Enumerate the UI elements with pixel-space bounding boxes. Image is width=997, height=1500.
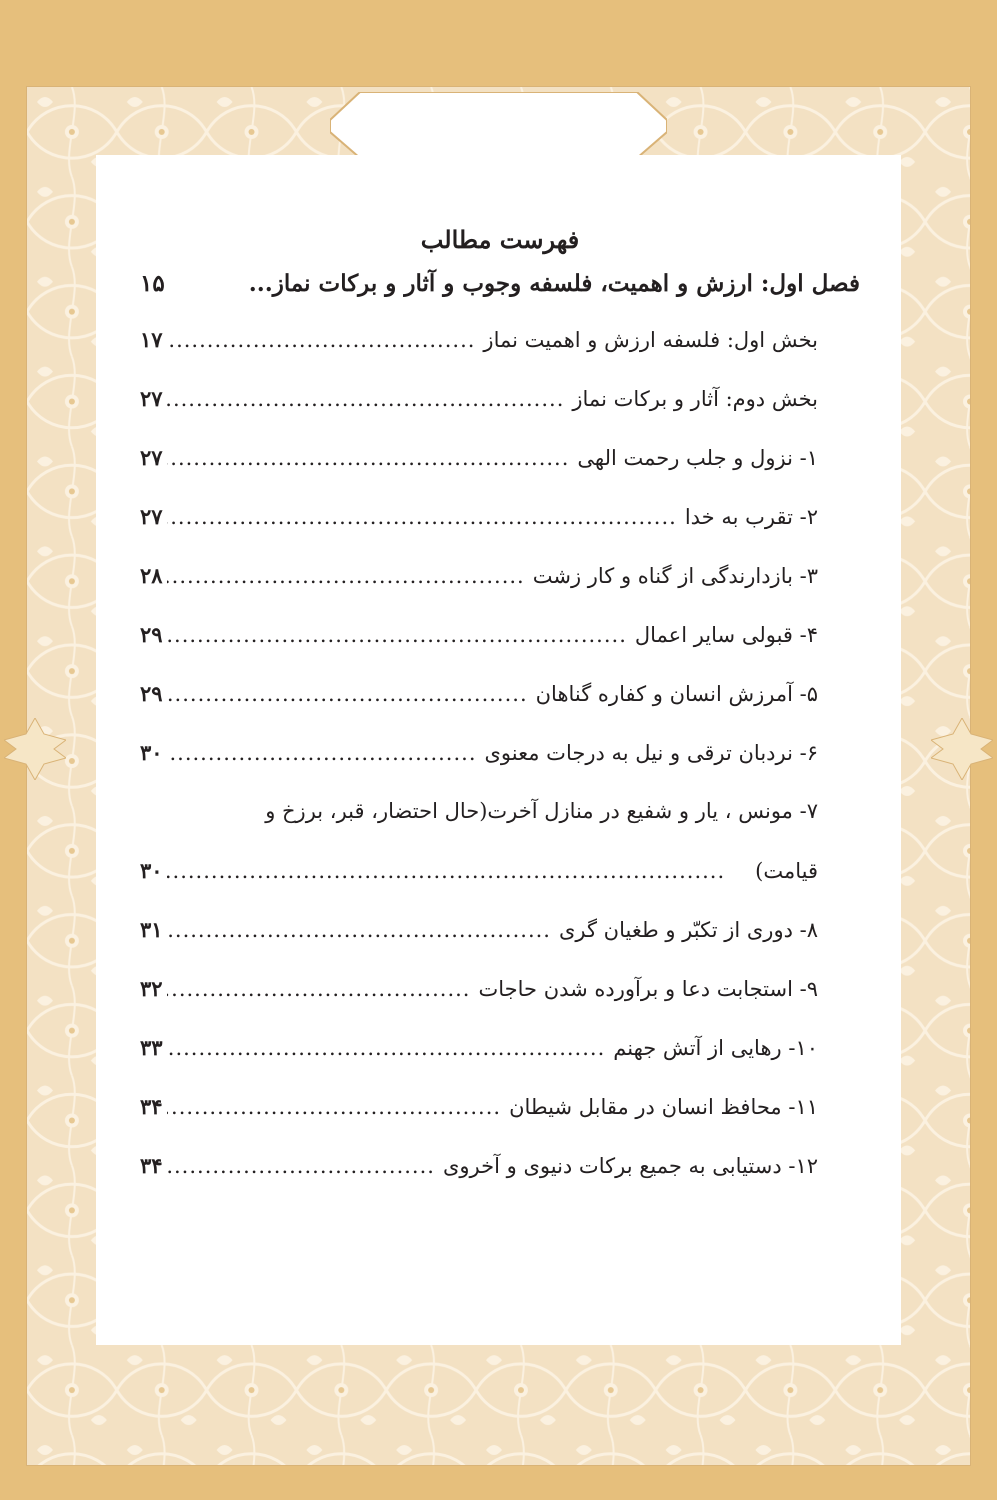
entry-page: ۳۰: [140, 740, 163, 765]
entry-label: بخش اول: فلسفه ارزش و اهمیت نماز: [483, 328, 818, 352]
table-of-contents: [140, 222, 860, 1195]
entry-label: ۱۰- رهایی از آتش جهنم: [613, 1036, 818, 1060]
toc-entry-wrapped-line1[interactable]: ۷- مونس ، یار و شفیع در منازل آخرت(حال احتضار، قبر، برزخ و: [265, 799, 818, 823]
toc-entry[interactable]: [140, 605, 860, 664]
leader-dots: [167, 842, 726, 901]
leader-dots: [167, 488, 677, 547]
leader-dots: [167, 1078, 502, 1137]
toc-entry[interactable]: [140, 310, 860, 369]
toc-entry[interactable]: [140, 487, 860, 546]
leader-dots: [167, 606, 627, 665]
left-star-ornament: [4, 718, 66, 780]
entry-label: قیامت): [755, 859, 818, 883]
entry-page: ۲۸: [140, 563, 163, 588]
entry-label: ۵- آمرزش انسان و کفاره گناهان: [535, 682, 818, 706]
toc-title: فهرست مطالب: [420, 225, 580, 254]
right-star-ornament: [931, 718, 993, 780]
leader-dots: [167, 665, 528, 724]
entry-page: ۲۷: [140, 445, 163, 470]
entry-page: ۱۷: [140, 327, 163, 352]
entry-page: ۳۱: [140, 917, 163, 942]
entry-label: ۱۱- محافظ انسان در مقابل شیطان: [509, 1095, 818, 1119]
entry-page: ۳۰: [140, 858, 163, 883]
leader-dots: [167, 901, 551, 960]
entry-page: ۲۷: [140, 386, 163, 411]
toc-entry[interactable]: [140, 900, 860, 959]
entry-label: ۲- تقرب به خدا: [684, 505, 818, 529]
leader-dots: [167, 547, 525, 606]
entry-page: ۳۳: [140, 1035, 163, 1060]
toc-entry[interactable]: [140, 1077, 860, 1136]
entry-label: ۱۲- دستیابی به جمیع برکات دنیوی و آخروی: [442, 1154, 818, 1178]
entry-page: ۲۹: [140, 681, 163, 706]
toc-entry[interactable]: [140, 723, 860, 782]
entry-page: ۲۷: [140, 504, 163, 529]
chapter-page: ۱۵: [140, 270, 165, 297]
entry-label: ۸- دوری از تکبّر و طغیان گری: [558, 918, 818, 942]
entry-page: ۳۲: [140, 976, 163, 1001]
entry-label: ۳- بازدارندگی از گناه و کار زشت: [532, 564, 818, 588]
toc-entry[interactable]: [140, 428, 860, 487]
leader-dots: [167, 960, 471, 1019]
toc-entry[interactable]: [140, 1018, 860, 1077]
leader-dots: [167, 1019, 606, 1078]
toc-entry[interactable]: [140, 546, 860, 605]
toc-entry[interactable]: [140, 1136, 860, 1195]
leader-dots: [167, 370, 565, 429]
chapter-label: فصل اول: ارزش و اهمیت، فلسفه وجوب و آثار و برکات نماز...: [248, 270, 860, 297]
toc-entry[interactable]: [140, 959, 860, 1018]
leader-dots: [167, 724, 477, 783]
entry-page: ۳۴: [140, 1153, 163, 1178]
toc-entry-wrapped-line2[interactable]: [140, 841, 860, 900]
entry-page: ۲۹: [140, 622, 163, 647]
toc-entry[interactable]: [140, 369, 860, 428]
top-cartouche: [330, 92, 667, 158]
entry-label: ۴- قبولی سایر اعمال: [634, 623, 818, 647]
chapter-heading[interactable]: [140, 264, 860, 310]
leader-dots: [167, 429, 570, 488]
entry-label: بخش دوم: آثار و برکات نماز: [572, 387, 818, 411]
leader-dots: [167, 311, 476, 370]
toc-entry[interactable]: [140, 664, 860, 723]
entry-page: ۳۴: [140, 1094, 163, 1119]
entry-label: ۶- نردبان ترقی و نیل به درجات معنوی: [484, 741, 818, 765]
entry-label: ۹- استجابت دعا و برآورده شدن حاجات: [478, 977, 818, 1001]
entry-label: ۱- نزول و جلب رحمت الهی: [577, 446, 818, 470]
leader-dots: [167, 1137, 435, 1196]
